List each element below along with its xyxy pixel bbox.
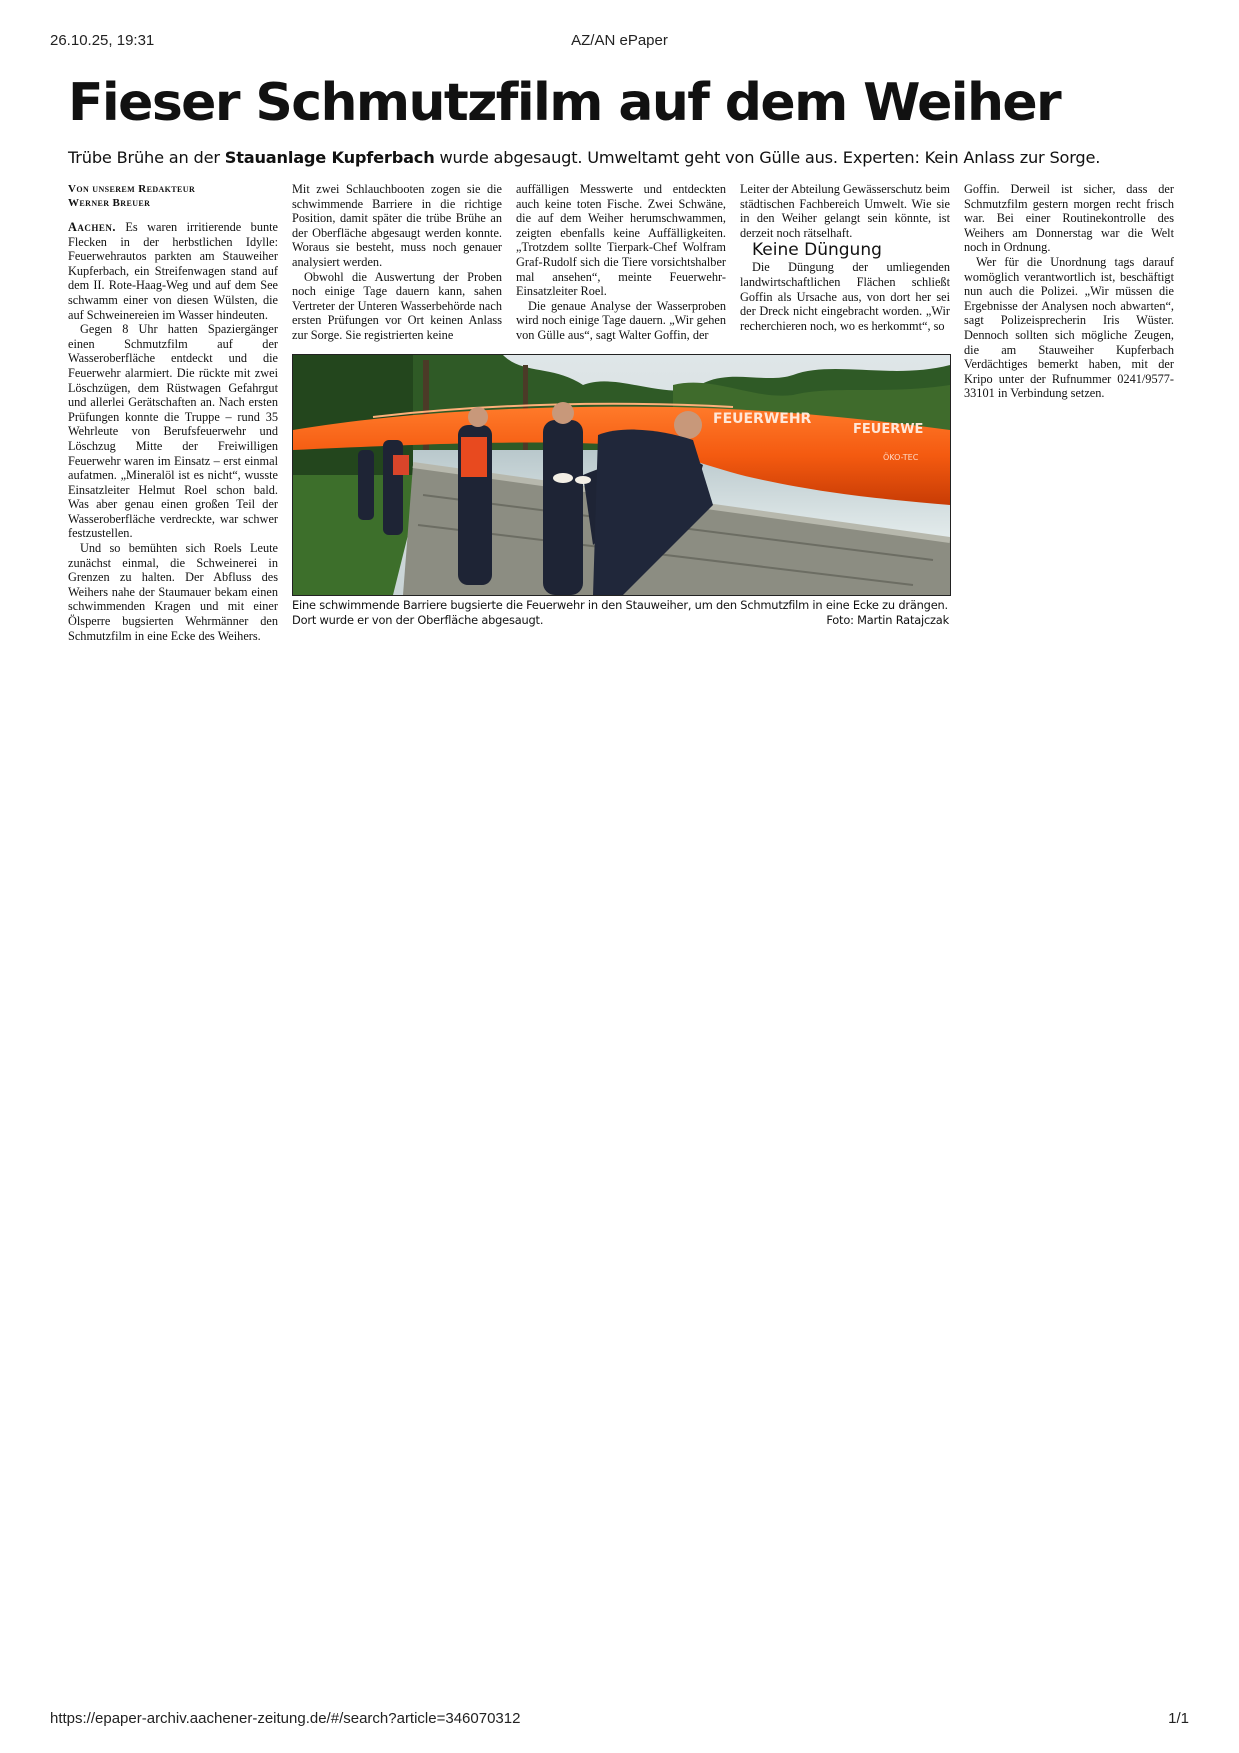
column-flow <box>964 182 1174 401</box>
subheading: Keine Düngung <box>752 240 882 261</box>
subhead-pre: Trübe Brühe an der <box>68 148 225 167</box>
print-datetime: 26.10.25, 19:31 <box>50 32 155 49</box>
column-flow <box>516 182 726 342</box>
column-flow <box>68 220 278 643</box>
print-page-number: 1/1 <box>1168 1710 1189 1727</box>
photo-credit: Foto: Martin Ratajczak <box>826 613 949 627</box>
print-title: AZ/AN ePaper <box>571 32 668 49</box>
paragraph: Und so bemühten sich Roels Leute zunächst einmal, die Schweinerei in Grenzen zu halten. Der Abfluss des Weihers nahe der Staumauer bekam einen schwimmenden Kragen und mit einer Ölsperre bugsierten Wehrmänner den Schmutzfilm in eine Ecke des Weihers. <box>68 541 278 643</box>
byline <box>68 182 278 210</box>
subhead-post: wurde abgesaugt. Umweltamt geht von Gülle aus. Experten: Kein Anlass zur Sorge. <box>434 148 1101 167</box>
paragraph: Gegen 8 Uhr hatten Spaziergänger einen Schmutzfilm auf der Wasseroberfläche entdeckt und die Feuerwehr alarmiert. Die rückte mit zwei Löschzügen, dem Rüstwagen Gefahrgut und allerlei Gerätschaften an. Nach ersten Prüfungen konnte die Truppe – rund 35 Wehrleute von Berufsfeuerwehr und Löschzug Mitte der Freiwilligen Feuerwehr waren im Einsatz – erst einmal aufatmen. „Mineralöl ist es nicht“, wusste Einsatzleiter Helmut Roel schon bald. Was aber genau einen großen Teil der Wasseroberfläche verdreckte, war schwer festzustellen. <box>68 322 278 541</box>
paragraph: Aachen. Es waren irritierende bunte Flecken in der herbstlichen Idylle: Feuerwehrautos parkten am Stauweiher Kupferbach, ein Streifenwagen stand auf dem II. Rote-Haag-Weg und auf dem See schwamm einer von diesen Wülsten, die auf Schweinereien im Wasser hindeuten. <box>68 220 278 322</box>
print-url: https://epaper-archiv.aachener-zeitung.de/#/search?article=346070312 <box>50 1710 521 1727</box>
text-column-1 <box>68 182 278 644</box>
boom-label: FEUERWEHR <box>713 411 812 427</box>
photo-caption <box>292 598 949 628</box>
paragraph: Die genaue Analyse der Wasserproben wird noch einige Tage dauern. „Wir gehen von Gülle aus“, sagt Walter Goffin, der <box>516 298 726 342</box>
paragraph: Goffin. Derweil ist sicher, dass der Schmutzfilm gestern morgen recht frisch war. Bei einer Routinekontrolle des Weihers am Donnerstag war die Welt noch in Ordnung. <box>964 182 1174 255</box>
caption-text: Eine schwimmende Barriere bugsierte die Feuerwehr in den Stauweiher, um den Schmutzfilm in eine Ecke zu drängen. Dort wurde er von der Oberfläche abgesaugt. <box>292 598 948 627</box>
paragraph: Wer für die Unordnung tags darauf womöglich verantwortlich ist, beschäftigt nun auch die Polizei. „Wir müssen die Ergebnisse der Analysen noch abwarten“, sagt Polizeisprecherin Iris Wüster. Dennoch sollten sich mögliche Zeugen, die am Stauweiher Kupferbach Verdächtiges bemerkt haben, mit der Kripo unter der Rufnummer 0241/9577-33101 in Verbindung setzen. <box>964 254 1174 401</box>
byline-author: Werner Breuer <box>68 197 151 209</box>
dateline: Aachen. <box>68 220 116 234</box>
headline: Fieser Schmutzfilm auf dem Weiher <box>68 73 1061 133</box>
text-column-2 <box>292 182 502 342</box>
subhead-bold: Stauanlage Kupferbach <box>224 148 435 167</box>
paragraph: Mit zwei Schlauchbooten zogen sie die schwimmende Barriere in die richtige Position, damit später die trübe Brühe an der Oberfläche abgesaugt werden konnte. Woraus sie besteht, muss noch genauer analysiert werden. <box>292 182 502 269</box>
print-header <box>50 32 1189 54</box>
boom-brand: ÖKO-TEC <box>883 453 919 462</box>
byline-role: Von unserem Redakteur <box>68 183 196 195</box>
column-flow <box>292 182 502 342</box>
paragraph: Leiter der Abteilung Gewässerschutz beim städtischen Fachbereich Umwelt. Wie sie in den Weiher gelangt sein könnte, ist derzeit noch rätselhaft. <box>740 182 950 240</box>
paragraph: Die Düngung der umliegenden landwirtschaftlichen Flächen schließt Goffin als Ursache aus, von dort her sei der Dreck nicht eingebracht worden. „Wir recherchieren noch, wo es herkommt“, so <box>740 260 950 333</box>
article <box>68 72 1178 642</box>
text-column-5 <box>964 182 1174 644</box>
text-column-3 <box>516 182 726 342</box>
subhead <box>68 148 1178 167</box>
column-flow <box>740 182 950 333</box>
article-photo <box>292 354 951 596</box>
photo-illustration <box>293 355 950 595</box>
text-column-4 <box>740 182 950 342</box>
paragraph: Obwohl die Auswertung der Proben noch einige Tage dauern kann, sahen Vertreter der Unteren Wasserbehörde nach ersten Prüfungen vor Ort keinen Anlass zur Sorge. Sie registrierten keine <box>292 269 502 342</box>
boom-label-2: FEUERWE <box>853 422 924 437</box>
paragraph: auffälligen Messwerte und entdeckten auch keine toten Fische. Zwei Schwäne, die auf dem Weiher herumschwammen, zeigten ebenfalls keine Auffälligkeiten. „Trotzdem sollte Tierpark-Chef Wolfram Graf-Rudolf sich die Tiere vorsichtshalber mal ansehen“, meinte Feuerwehr-Einsatzleiter Roel. <box>516 182 726 299</box>
print-footer <box>50 1710 1189 1732</box>
